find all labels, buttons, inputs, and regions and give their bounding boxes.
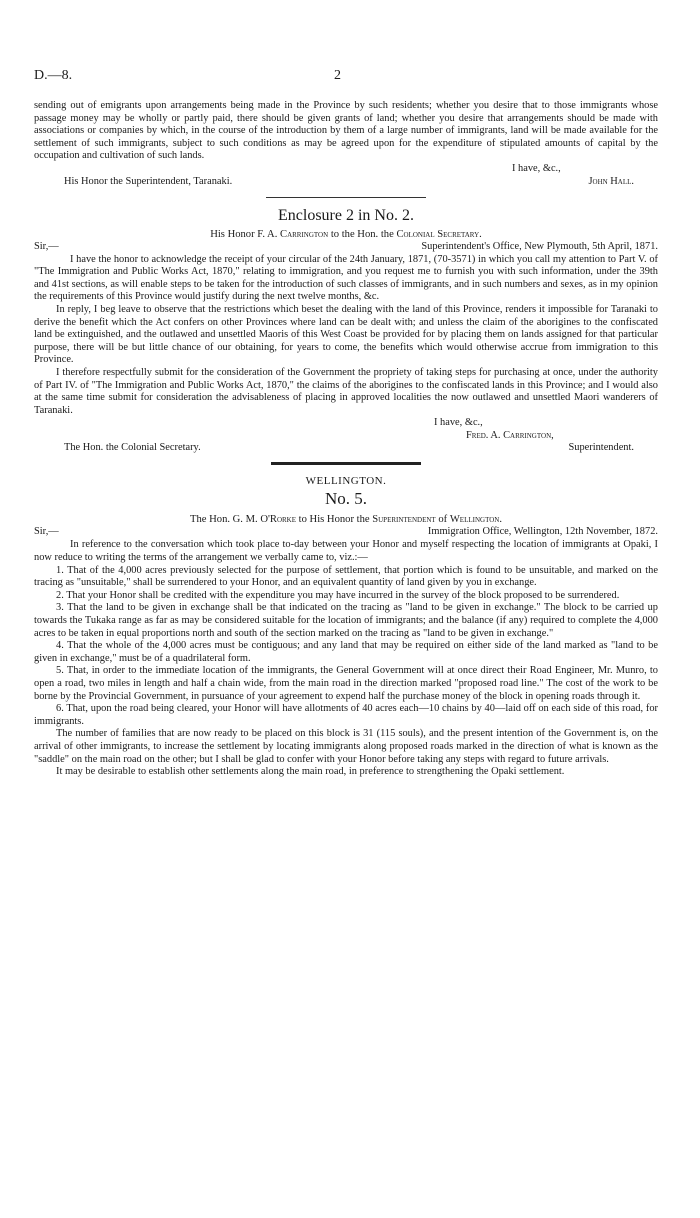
to-title: Superintendent [372,514,436,526]
enclosure-paragraph: I have the honor to acknowledge the receipt of your circular of the 24th January, 1871, (70-3571) in which you call my attention to Part V. of "The Immigration and Public Works Act, 1870," relating to immigration, and you request me to furnish you with such information, under the 39th and 41st sections, as will enable steps to be taken for the introduction of such classes of immigrants, and in such numbers and sexes, as in my opinion the requirements of this Province would justify during the next twelve months, &c. [34,253,658,303]
page-number: 2 [334,68,341,83]
continuation-paragraph: sending out of emigrants upon arrangements being made in the Province by such residents; whether you desire that to those immigrants whose passage money may be wholly or partly paid, there should be given grants of land; whether you desire that arrangements should be made with associations or companies by which, in the course of the introduction by them of a large number of immigrants, land will be made available for the settlement of such immigrants, subject to such conditions as may be agreed upon for the expenditure of stipulated amounts of capital by the occupation and cultivation of such lands. [34,100,658,162]
to-title: Colonial Secretary. [396,228,482,240]
letter-number: No. 5. [324,489,368,509]
salutation-row [34,526,658,539]
addressee: His Honor the Superintendent, Taranaki. [64,175,233,187]
document-reference: D.—8. [34,68,73,83]
from-to-text: of [435,514,450,526]
enclosure-paragraph: In reply, I beg leave to observe that the restrictions which beset the dealing with the land of this Province, renders it impossible for Taranaki to derive the benefit which the Act confers on other Provinces where land can be dealt with; and unless the claim of the aborigines to the confiscated land be extinguished, and the outlawed and unsettled Maoris of this West Coast be provided for by placing them on lands assigned for that particular purpose, there will be but little chance of our obtaining, for years to come, the benefits which would otherwise accrue from immigration to this Province. [34,303,658,366]
numbered-clause: 2. That your Honor shall be credited with the expenditure you may have incurred in the survey of the block proposed to be surrendered. [56,589,620,601]
address-date: Superintendent's Office, New Plymouth, 5th April, 1871. [421,240,658,252]
addressee: The Hon. the Colonial Secretary. [64,442,201,454]
from-name: Rorke [269,514,297,526]
region-heading: WELLINGTON. [305,475,387,488]
from-to-text: His Honor F. A. [210,228,280,240]
salutation: Sir,— [34,526,59,538]
letter-paragraph: It may be desirable to establish other settlements along the main road, in preference to strengthening the Opaki settlement. [56,766,565,778]
enclosure-from-to [34,228,658,241]
section-divider [266,197,426,198]
signature-title: Superintendent. [568,442,634,454]
letter-paragraph: The number of families that are now ready to be placed on this block is 31 (115 souls), and the present intention of the Government is, on the arrival of other immigrants, to increase the settlement by locating immigrants along proposed roads marked in the direction of what is known as the "saddle" on the main road on the other; but I shall be glad to confer with your Honor before taking any steps with regard to future arrivals. [34,728,658,765]
closing-phrase: I have, &c., [434,417,483,429]
address-date: Immigration Office, Wellington, 12th November, 1872. [427,526,658,538]
from-to-text: to His Honor the [296,514,373,526]
addressee-signature-row [34,442,658,455]
numbered-clause: 6. That, upon the road being cleared, your Honor will have allotments of 40 acres each—10 chains by 40—laid off on each side of this road, for immigrants. [34,703,658,727]
from-to-text: The Hon. G. M. O' [190,514,270,526]
salutation: Sir,— [34,240,59,252]
to-place: Wellington. [449,514,502,526]
from-name: Carrington [280,228,329,240]
letter-paragraph: In reference to the conversation which took place to-day between your Honor and myself respecting the location of immigrants at Opaki, I now reduce to writing the terms of the arrangement we verbally came to, viz.:— [34,539,658,564]
from-to-text: to the Hon. the [328,228,397,240]
addressee-signature-row [34,176,658,189]
document-page [0,68,700,1218]
numbered-clause: 5. That, in order to the immediate location of the immigrants, the General Government will at once direct their Road Engineer, Mr. Munro, to open a road, two miles in length and half a chain wide, from the main road in the direction marked "proposed road line." The cost of the work to be borne by the Provincial Government, in pursuance of your agreement to expend half the purchase money of the block in opening roads through it. [34,665,658,702]
signature: John Hall. [588,175,634,187]
section-divider-thick [271,462,421,465]
letter-from-to [34,513,658,526]
page-header [34,68,658,100]
salutation-row [34,241,658,254]
numbered-clause: 1. That of the 4,000 acres previously selected for the purpose of settlement, that portion which is found to be unsuitable, and marked on the tracing as "unsuitable," shall be surrendered to your Honor, and an equivalent quantity of land given by you in exchange. [34,564,658,589]
enclosure-title: Enclosure 2 in No. 2. [278,206,414,224]
closing-phrase: I have, &c., [512,162,561,174]
numbered-clause: 3. That the land to be given in exchange shall be that indicated on the tracing as "land to be given in exchange." The block to be carried up towards the Tukaka range as far as may be considered suitable for the location of immigrants; and the balance (if any) required to complete the 4,000 acres to be taken in equal proportions north and south of the section marked on the tracing as "land to be given in exchange." [34,602,658,639]
numbered-clause: 4. That the whole of the 4,000 acres must be contiguous; and any land that may be required on either side of the land marked as "land to be given in exchange," must be of a quadrilateral form. [34,640,658,664]
enclosure-paragraph: I therefore respectfully submit for the consideration of the Government the propriety of taking steps for purchasing at once, under the authority of Part IV. of "The Immigration and Public Works Act, 1870," the claims of the aborigines to the confiscated lands in this Province; and I would also at the same time submit for consideration the advisableness of placing in approved localities the now outlawed and unsettled Maori wanderers of Taranaki. [34,366,658,416]
signature: Fred. A. Carrington, [466,429,554,441]
